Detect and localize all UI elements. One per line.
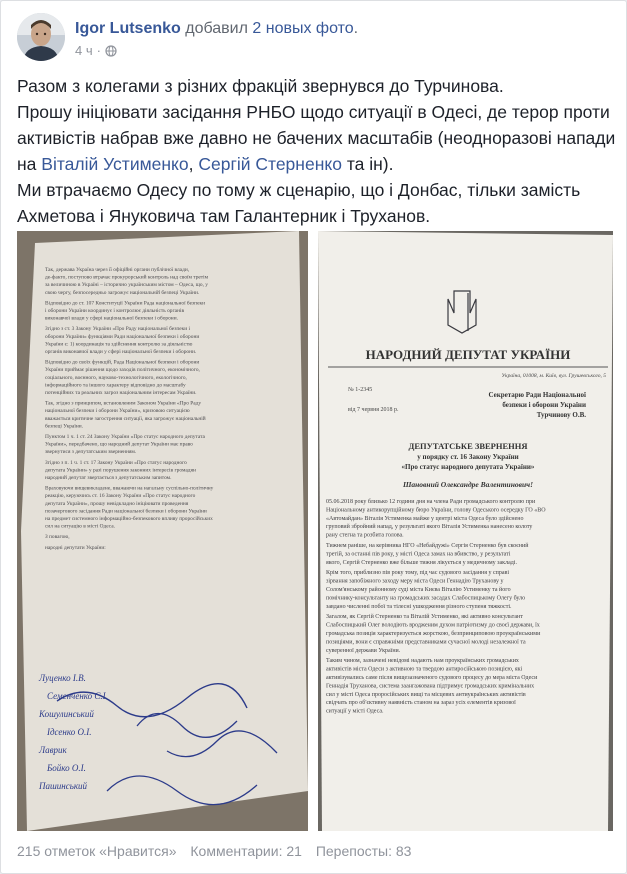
document-text-line: Солом'янському районному суді міста Києва Віталію Устименку та його <box>326 587 511 593</box>
document-text-line: Тижнем раніше, на керівника НГО «Небайдужі» Сергія Стерненко був скоєний <box>326 543 529 549</box>
document-text-line: завдано численні побої та тілесні ушкодження різного ступеня тяжкості. <box>326 603 512 610</box>
meta-separator: · <box>96 43 101 58</box>
document-text-line: оборони України» функціями Ради національної безпеки і оборони <box>45 333 200 340</box>
document-text-line: свідчать про об'єктивну наявність станом на зараз усіх елементів кризової <box>326 700 516 707</box>
document-text-line: Луценко І.В. <box>39 673 86 683</box>
post-footer <box>17 841 613 861</box>
document-text-line: Так, згідно з принципом, встановленим Законом України «Про Раду <box>45 400 202 407</box>
document-text-line: звернутися з депутатським зверненням. <box>45 449 137 456</box>
globe-icon[interactable] <box>105 45 117 57</box>
document-text-line: України є: 1) координація та здійснення контролю за діяльністю <box>45 341 193 348</box>
document-text-line: помічнику-консультанту на громадських засадах Слабоспицькому Олегу було <box>326 595 526 602</box>
appeal-signatures-photo <box>17 231 308 831</box>
profile-photo <box>17 13 65 61</box>
post-header <box>17 11 612 61</box>
document-text-line: де-факто, поступово втрачає прокурорський контроль над своїм третім <box>45 274 209 281</box>
document-text-line: безпеці України. <box>45 423 83 430</box>
document-text-line: Відповідно до ст. 107 Конституції України Рада національної безпеки <box>45 300 205 307</box>
document-text-line: зірвання запобіжного заходу меру міста Одеси Геннадію Труханову у <box>326 578 504 585</box>
document-text-line: Загалом, як Сергій Стерненко та Віталій Устименко, які активно консультант <box>326 614 523 621</box>
document-text-line: потенційних та реальних загроз національним інтересам України. <box>45 390 197 396</box>
document-text-line: Семенченко С.І. <box>47 691 108 701</box>
document-text-line: Національному антикорупційному бюро України, голову Одеського осередку ГО «ВО <box>326 507 546 514</box>
document-text-line: Пашинський <box>39 781 88 791</box>
document-text-line: України», передбачено, що народний депутат України має право <box>45 441 193 448</box>
document-text-line: Слабоспицький Олег володіють вродженим духом патріотизму до своєї держави, їх <box>326 622 540 629</box>
document-text-line: сил у місті Одеса проросійських вищі та місцевих антиукраїнських активістів <box>326 691 526 698</box>
document-text-line: Кошулинський <box>39 709 94 719</box>
document-text-line: ситуації у місті Одеса. <box>326 708 384 715</box>
document-text-line: реакцію, керуючись ст. 16 Закону України «Про статус народного <box>45 493 196 500</box>
timestamp-link[interactable]: 4 ч <box>75 43 93 58</box>
deputy-appeal-document-photo <box>318 231 613 831</box>
document-text-line: Ідсенко О.І. <box>47 727 92 737</box>
document-text-line: безпеки і оборони України <box>502 401 586 409</box>
document-text-line: Враховуючи вищевикладене, вважаючи на нагальну суспільно-політичну <box>45 485 214 492</box>
document-text-line: сил на ситуацію в місті Одеса. <box>45 523 115 530</box>
document-text-line: Секретарю Ради Національної <box>488 391 586 399</box>
letterhead-title: НАРОДНИЙ ДЕПУТАТ УКРАЇНИ <box>365 347 571 362</box>
document-text-line: рану стегна та розбита голова. <box>326 532 404 539</box>
appeal-subtitle-2: «Про статус народного депутата України» <box>401 463 535 471</box>
document-text-line: за величиною в Україні – історично українським містом – Одеса, що, у <box>45 282 208 289</box>
avatar[interactable] <box>17 13 65 61</box>
document-text-line: позиціями, вони є справжніми представниками сучасної молоді незалежної та <box>326 639 526 646</box>
action-suffix: . <box>353 20 359 37</box>
new-photos-link[interactable]: 2 новых фото <box>252 20 354 37</box>
document-text-line: громадська позиція характеризується жорсткою, безпринциповою проукраїнськими <box>326 631 541 637</box>
document-text-line: Турчинову О.В. <box>536 411 586 419</box>
photo-right[interactable] <box>318 231 613 831</box>
document-text-line: на предмет системного інформаційно-безпекового впливу проросійських <box>45 516 213 522</box>
message-paragraph-2 <box>17 99 617 177</box>
paragraph-2-between: , <box>188 154 199 174</box>
document-text-line: позачергового засідання Ради національної безпеки і оборони України <box>45 508 207 515</box>
action-text: добавил <box>185 20 248 37</box>
document-text-line: Геннадія Труханова, система заангажована підтримує громадських кримінальних <box>326 683 535 690</box>
document-text-line: Лаврик <box>39 745 67 755</box>
document-text-line: активізувались саме після вищезазначеного судового процесу до мера міста Одеси <box>326 675 538 681</box>
document-text-line: народний депутат звертається з депутатським запитом. <box>45 475 172 481</box>
document-text-line: вважається критичне загострення ситуації, яка загрожує національній <box>45 415 206 422</box>
document-text-line: Бойко О.І. <box>47 763 86 773</box>
document-text-line: третій, за останні пів року, у місті Одеса замах на вбивство, у результаті <box>326 551 511 558</box>
mention-serhiy-sternenko[interactable]: Сергій Стерненко <box>198 154 342 174</box>
paragraph-2-before: Прошу ініціювати засідання РНБО щодо ситуації в Одесі, де терор проти активістів набрав вже давно не бачених масштабів (неодноразові напади на <box>17 102 616 174</box>
document-text-line: Крім того, приблизно пів року тому, під час судового засідання у справі <box>326 570 510 577</box>
header-text <box>75 19 605 59</box>
document-text-line: національної безпеки і оборони України», кризовою ситуацією <box>45 408 190 415</box>
message-paragraph-1: Разом з колегами з різних фракцій звернувся до Турчинова. <box>17 76 504 96</box>
document-text-line: і оборони України координує і контролює діяльність органів <box>45 308 184 314</box>
paragraph-2-after: та ін). <box>341 154 394 174</box>
message-paragraph-3: Ми втрачаємо Одесу по тому ж сценарію, що і Донбас, тільки замість Ахметова і Януковича там Галантерник і Труханов. <box>17 180 581 226</box>
document-text-line: Згідно з ст. 3 Закону України «Про Раду національної безпеки і <box>45 326 191 333</box>
comments-count-link[interactable]: Комментарии: 21 <box>190 843 302 859</box>
document-text-line: України приймає рішення щодо заходів політичного, економічного, <box>45 367 200 374</box>
document-text-line: активістів міста Одеси з активною та твердою антиросійською позицією, які <box>326 666 523 673</box>
document-text-line: Таким чином, зазначені невідомі надають нам проукраїнських громадських <box>326 658 519 665</box>
photo-left[interactable] <box>17 231 308 831</box>
document-text-line: «Автомайдан» Віталія Устименка майже у центрі міста Одеса було здійснено <box>326 515 524 522</box>
document-text-line: суверенної держави України. <box>326 647 401 654</box>
photo-grid <box>17 231 613 831</box>
document-text-line: якого, Сергій Стерненко вже більше тижня лікується у медичному закладі. <box>326 559 517 566</box>
document-text-line: органів виконавчої влади у сфері національної безпеки і оборони. <box>45 349 197 355</box>
document-text-line: груповий збройний напад, у результаті якого Віталія Устименка нанесено колоту <box>326 524 533 531</box>
document-text-line: свою чергу, безпосередньо загрожує національній безпеці України. <box>45 289 200 296</box>
document-text-line: інформаційного та іншого характеру відповідно до масштабу <box>45 382 186 389</box>
document-date: від 7 червня 2018 р. <box>348 407 399 413</box>
appeal-subtitle-1: у порядку ст. 16 Закону України <box>417 453 519 461</box>
document-text-line: депутата України» у разі порушення законних інтересів громадян <box>45 467 196 474</box>
header-line <box>75 19 605 39</box>
mention-vitaliy-ustymenko[interactable]: Віталій Устименко <box>41 154 189 174</box>
post-message <box>17 73 617 229</box>
shares-count-link[interactable]: Перепосты: 83 <box>315 843 412 859</box>
letterhead-address: Україна, 01008, м. Київ, вул. Грушевського, 5 <box>501 373 606 379</box>
document-text-line: Згідно з п. 1 ч. 1 ст. 17 Закону України «Про статус народного <box>45 459 187 466</box>
document-text-line: 05.06.2018 року близько 12 години дня на члена Ради громадського контролю при <box>326 499 536 505</box>
document-text-line: депутата України», прошу невідкладно ініціювати проведення <box>45 500 189 507</box>
document-text-line: соціального, воєнного, науково-технологічного, екологічного, <box>45 374 187 381</box>
document-text-line: виконавчої влади у сфері національної безпеки і оборони. <box>45 315 178 322</box>
document-text-line: народні депутати України: <box>45 544 106 551</box>
likes-count-link[interactable]: 215 отметок «Нравится» <box>17 843 177 859</box>
appeal-salutation: Шановний Олександре Валентинович! <box>402 480 534 489</box>
appeal-title: ДЕПУТАТСЬКЕ ЗВЕРНЕННЯ <box>408 441 528 451</box>
document-text-line: Відповідно до своїх функцій, Рада Національної безпеки і оборони <box>45 359 200 366</box>
post-meta <box>75 43 605 59</box>
document-text-line: Так, держава Україна через її офіційні органи публічної влади, <box>45 267 190 273</box>
document-text-line: Пунктом 1 ч. 1 ст. 24 Закону України «Про статус народного депутата <box>45 434 205 440</box>
author-name-link[interactable]: Igor Lutsenko <box>75 20 181 37</box>
document-text-line: З повагою, <box>45 534 70 541</box>
document-number: № 1-2345 <box>348 387 373 393</box>
